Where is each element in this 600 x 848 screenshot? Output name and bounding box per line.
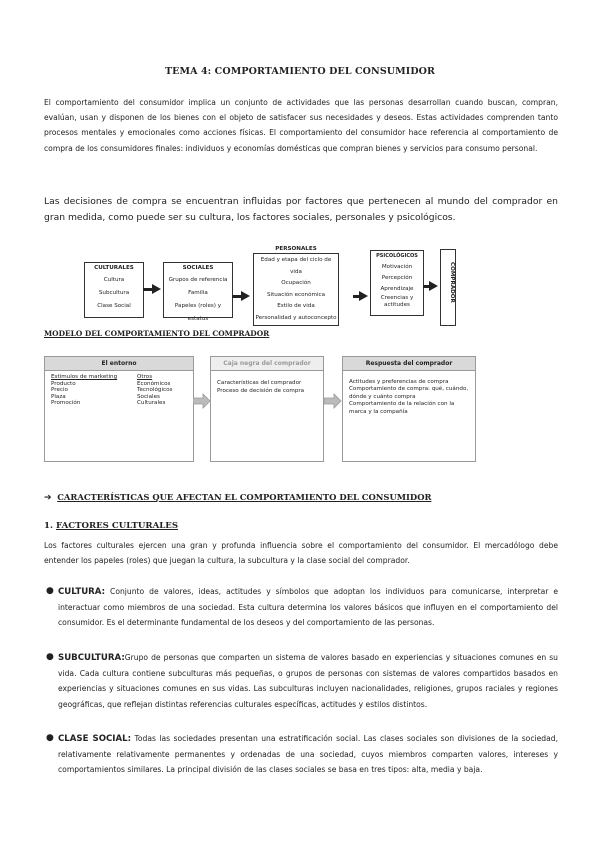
psicologicos-box: [370, 250, 424, 316]
sociales-box: [163, 262, 233, 322]
personales-item: Estilo de vida: [277, 303, 315, 309]
decisions-paragraph: Las decisiones de compra se encuentran influidas por factores que pertenecen al mundo del comprador en gran medida, como puede ser su cultura, los factores sociales, personales y psicológicos.: [44, 196, 558, 223]
section-heading-row: [44, 491, 431, 504]
bullet-term: SUBCULTURA:: [58, 653, 125, 663]
psicologicos-item: Motivación: [381, 264, 413, 270]
caja-negra-item: Características del comprador: [217, 380, 302, 386]
sociales-item: Familia: [188, 290, 208, 296]
right-arrow-icon: [152, 284, 161, 294]
entorno-box: [44, 356, 194, 462]
entorno-col2-item: Tecnológicos: [137, 387, 173, 394]
culturales-item: Subcultura: [98, 290, 130, 296]
psicologicos-title: PSICOLÓGICOS: [376, 253, 418, 259]
page-title: TEMA 4: COMPORTAMIENTO DEL CONSUMIDOR: [164, 66, 436, 77]
personales-title: PERSONALES: [275, 246, 317, 252]
right-arrow-icon: [324, 394, 341, 408]
personales-item: Situación económica: [266, 291, 326, 298]
respuesta-item: Comportamiento de la relación con la marca y la compañía: [349, 401, 455, 415]
bullet-term: CULTURA:: [58, 587, 106, 597]
sociales-item: Papeles (roles) y estatus: [174, 303, 222, 322]
entorno-col1-header: Estímulos de marketing: [51, 374, 118, 380]
entorno-col1-item: Precio: [51, 387, 68, 394]
bullet-cultura: [44, 584, 558, 631]
respuesta-item: Comportamiento de compra: qué, cuándo, dónde y cuánto compra: [349, 386, 469, 400]
personales-item: Edad y etapa del ciclo de vida: [260, 257, 332, 275]
entorno-col1-item: Producto: [51, 380, 76, 387]
entorno-col2-header: Otros: [137, 374, 153, 380]
model-arrow-2: [324, 393, 342, 409]
right-arrow-icon: [193, 394, 210, 408]
entorno-col2-item: Culturales: [137, 400, 166, 407]
psicologicos-item: Aprendizaje: [380, 286, 414, 292]
entorno-col1-item: Plaza: [51, 393, 66, 400]
bullet-dot-icon: ●: [46, 586, 54, 596]
bullet-text: Todas las sociedades presentan una estratificación social. Las clases sociales son divisiones de la sociedad, relativamente relativamente permanentes y ordenadas de una sociedad, cuyos miembros comparten valores, intereses y comportamientos similares. La principal división de las clases sociales se basa en tres tipos: alta, media y baja.: [58, 734, 558, 775]
entorno-col1-item: Promoción: [51, 400, 81, 407]
psicologicos-item: Percepción: [381, 275, 413, 281]
personales-item: Personalidad y autoconcepto: [255, 314, 337, 321]
respuesta-box: [342, 356, 476, 462]
right-arrow-icon: [359, 291, 368, 301]
personales-box: [253, 244, 339, 321]
entorno-col2-item: Económicos: [137, 380, 171, 387]
personales-item: Ocupación: [281, 280, 311, 286]
intro-paragraph: El comportamiento del consumidor implica un conjunto de actividades que las personas desarrollan cuando buscan, compran, evalúan, usan y disponen de los bienes con el objeto de satisfacer sus necesidades y deseos. Estas actividades comprenden tanto procesos mentales y emocionales como acciones físicas. El comportamiento del consumidor hace referencia al comportamiento de compra de los consumidores finales: individuos y economías domésticas que compran bienes y servicios para consumo personal.: [44, 98, 558, 153]
culturales-item: Clase Social: [97, 303, 131, 309]
culturales-box: [84, 262, 144, 318]
subsection-number: 1.: [44, 521, 53, 531]
bullet-text: Conjunto de valores, ideas, actitudes y símbolos que adoptan los individuos para comunicarse, interpretar e interactuar como miembros de una sociedad. Esta cultura determina los valores básicos que influyen en el comportamiento del consumidor. Es el determinante fundamental de los deseos y del comportamiento de las personas.: [58, 587, 558, 628]
respuesta-title: Respuesta del comprador: [343, 357, 475, 371]
sociales-title: SOCIALES: [182, 265, 214, 271]
bullet-dot-icon: ●: [46, 733, 54, 743]
section-heading: CARACTERÍSTICAS QUE AFECTAN EL COMPORTAMIENTO DEL CONSUMIDOR: [57, 492, 432, 502]
caja-negra-item: Proceso de decisión de compra: [217, 388, 305, 394]
bullet-text: Grupo de personas que comparten un sistema de valores basado en experiencias y situaciones comunes en su vida. Cada cultura contiene subculturas más pequeñas, o grupos de personas con sistemas de valores compartidos basados en experiencias y situaciones comunes en sus vidas. Las subculturas incluyen nacionalidades, religiones, grupos raciales y regiones geográficas, que reflejan distintas referencias culturales específicas, actitudes y estilos distintos.: [58, 653, 558, 709]
right-arrow-icon: [241, 291, 250, 301]
caja-negra-box: [210, 356, 324, 462]
bullet-clase-social: [44, 731, 558, 778]
comprador-box: [440, 249, 456, 326]
right-arrow-icon: [429, 281, 438, 291]
psicologicos-item: Creencias y actitudes: [380, 295, 414, 308]
model-arrow-1: [193, 393, 211, 409]
respuesta-item: Actitudes y preferencias de compra: [349, 379, 449, 385]
culturales-item: Cultura: [103, 277, 125, 283]
comprador-label: COMPRADOR: [449, 262, 455, 303]
entorno-col2-item: Sociales: [137, 393, 160, 400]
model-heading: MODELO DEL COMPORTAMIENTO DEL COMPRADOR: [44, 329, 270, 338]
subsection-heading-row: [44, 521, 178, 531]
arrow-bullet-icon: ➔: [44, 493, 52, 503]
subsection-heading: FACTORES CULTURALES: [55, 521, 179, 531]
cultural-intro: Los factores culturales ejercen una gran y profunda influencia sobre el comportamiento del consumidor. El mercadólogo debe entender los papeles (roles) que juegan la cultura, la subcultura y la clase social del comprador.: [44, 541, 558, 566]
bullet-subcultura: [44, 650, 558, 712]
entorno-title: El entorno: [45, 357, 193, 371]
caja-negra-title: Caja negra del comprador: [211, 357, 323, 371]
culturales-title: CULTURALES: [94, 265, 134, 271]
bullet-dot-icon: ●: [46, 652, 54, 662]
sociales-item: Grupos de referencia: [168, 277, 228, 283]
bullet-term: CLASE SOCIAL:: [58, 734, 132, 744]
